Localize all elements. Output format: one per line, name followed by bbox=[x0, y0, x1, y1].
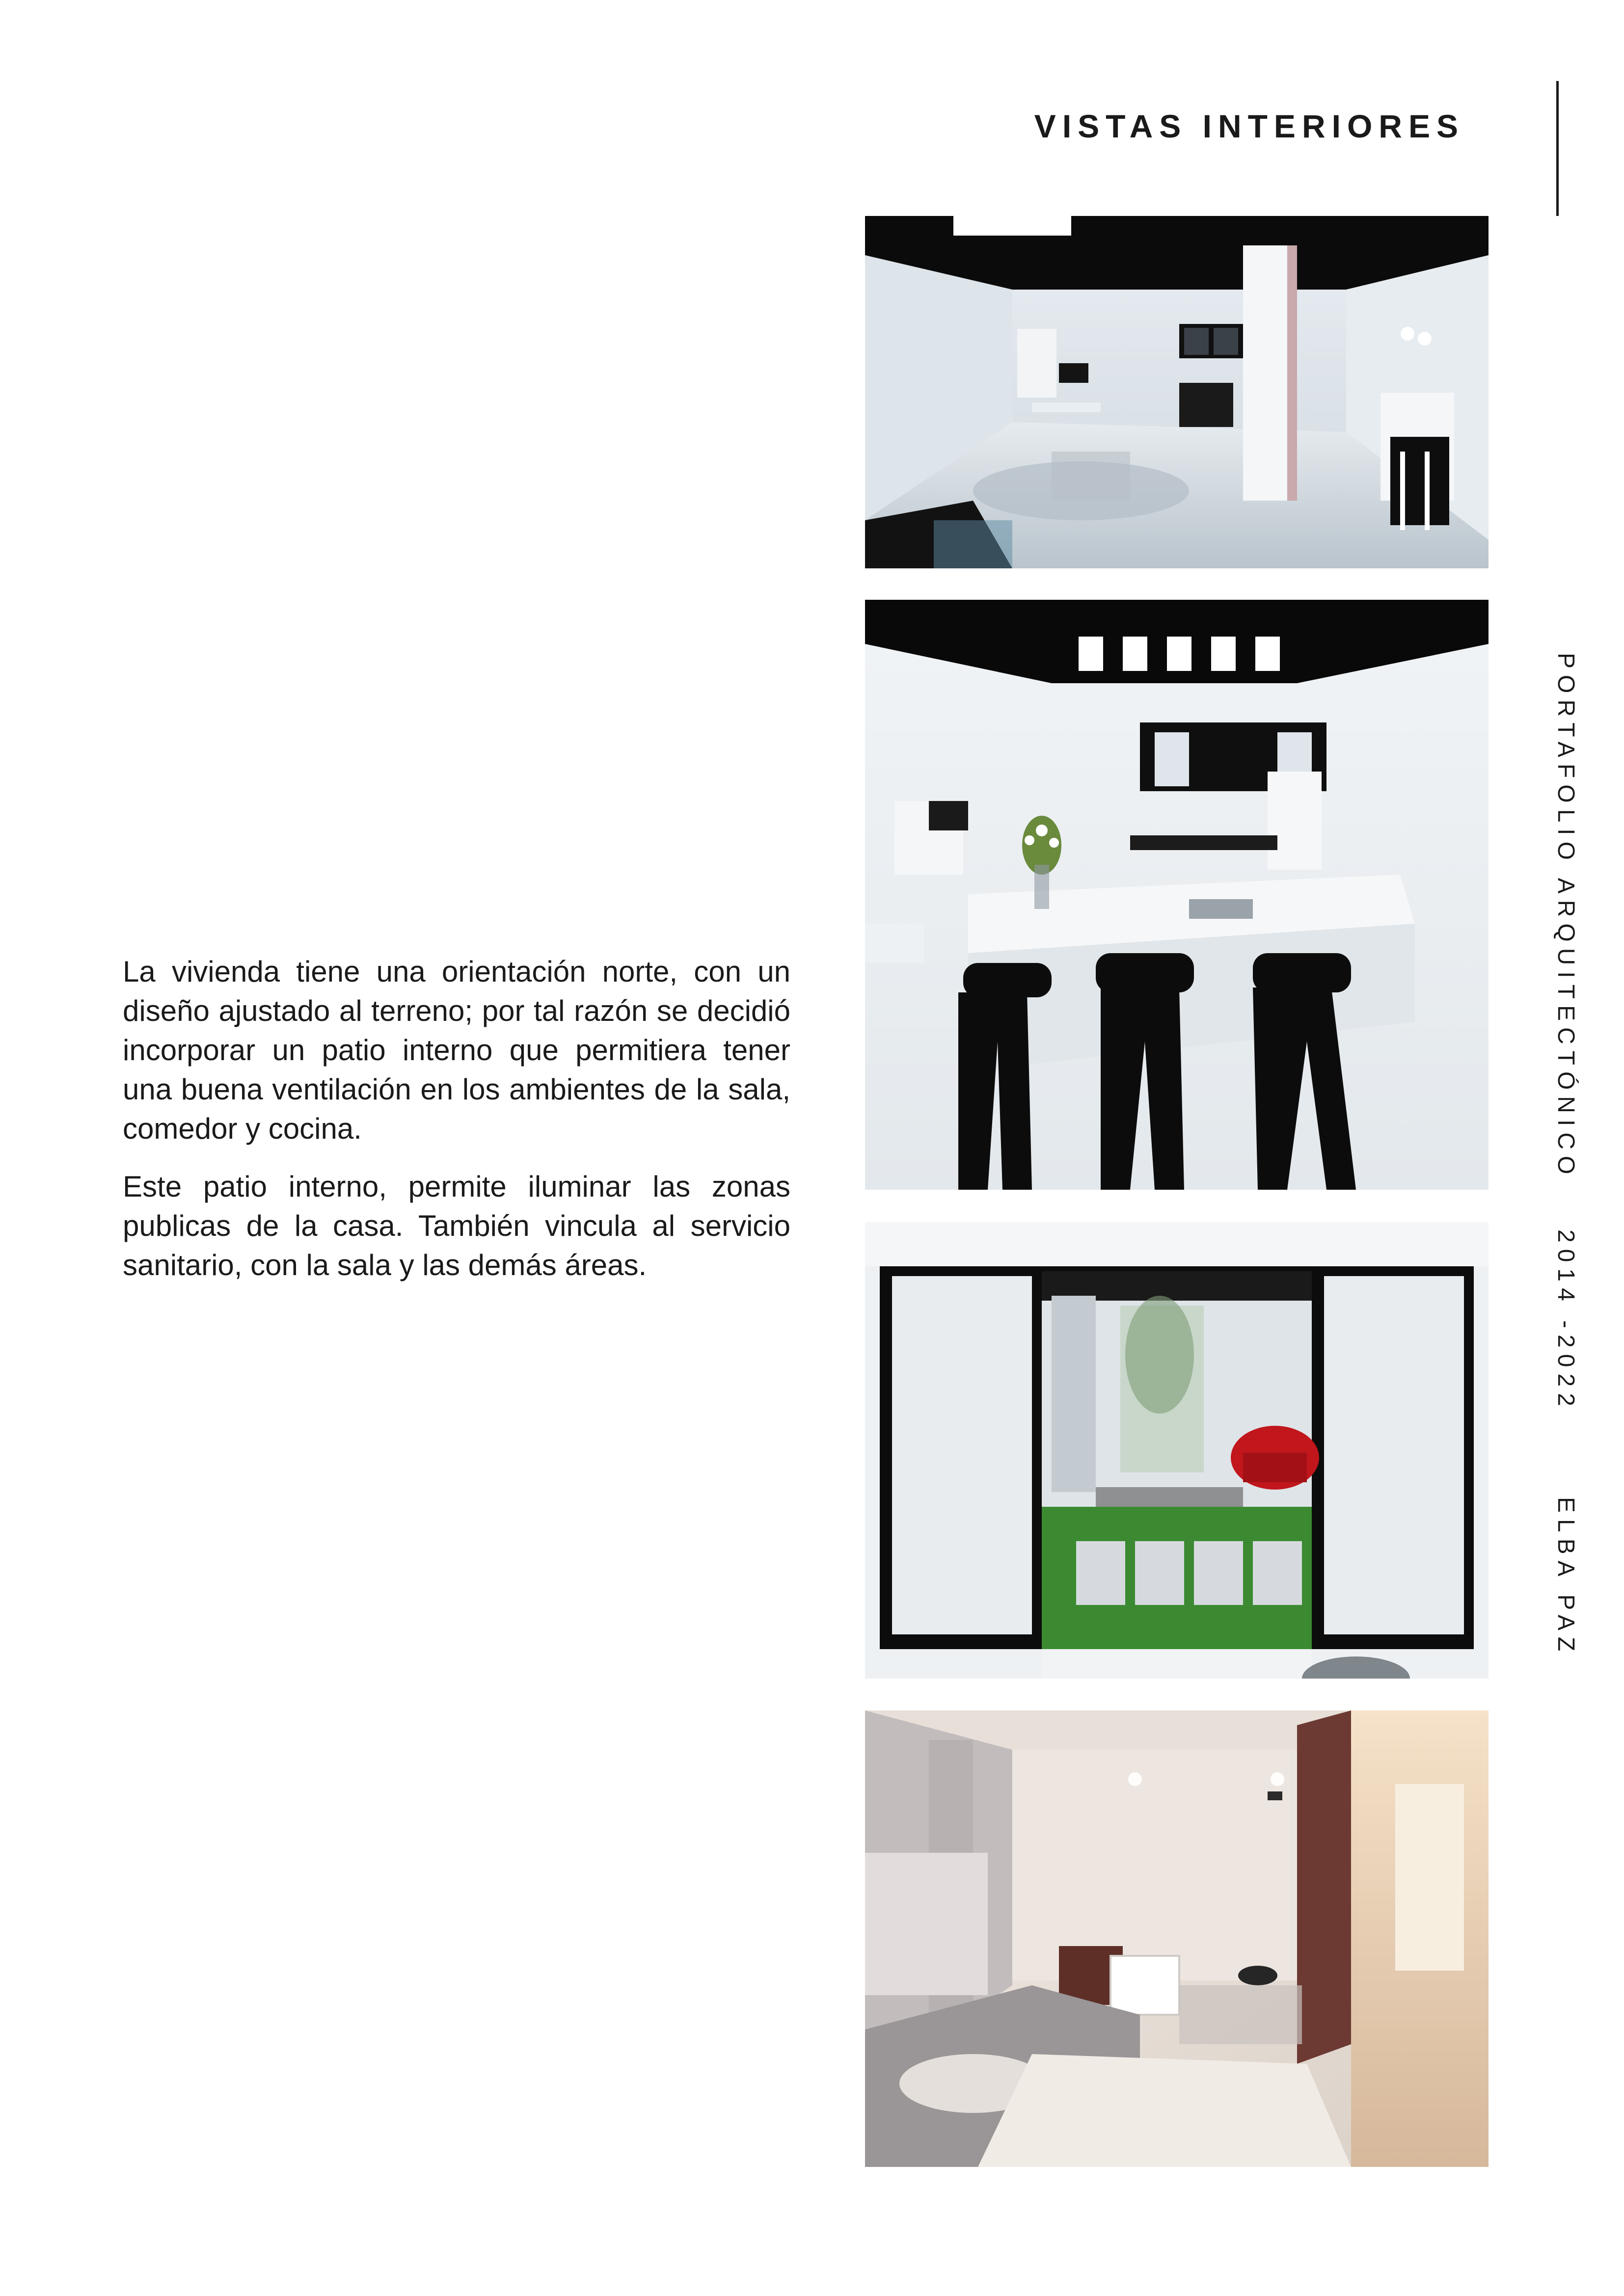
interior-photo-bedroom bbox=[865, 1710, 1489, 2167]
sidebar-portfolio-label: PORTAFOLIO ARQUITECTÓNICO bbox=[1553, 653, 1579, 1181]
interior-photo-patio bbox=[865, 1222, 1489, 1679]
page-title: VISTAS INTERIORES bbox=[1034, 108, 1464, 144]
body-paragraph: Este patio interno, permite iluminar las zonas publicas de la casa. También vincula al servicio sanitario, con la sala y las demás áreas. bbox=[123, 1170, 790, 1281]
interior-photo-living-kitchen bbox=[865, 216, 1489, 568]
sidebar-years-label: 2014 -2022 bbox=[1553, 1229, 1579, 1413]
interior-photo-kitchen-island bbox=[865, 600, 1489, 1190]
body-text bbox=[123, 952, 790, 1304]
body-paragraph: La vivienda tiene una orientación norte, con un diseño ajustado al terreno; por tal razón se decidió incorporar un patio interno que permitiera tener una buena ventilación en los ambientes de la sala, comedor y cocina. bbox=[123, 955, 790, 1145]
sidebar-author-label: ELBA PAZ bbox=[1553, 1497, 1579, 1658]
edge-rule bbox=[1556, 81, 1559, 216]
